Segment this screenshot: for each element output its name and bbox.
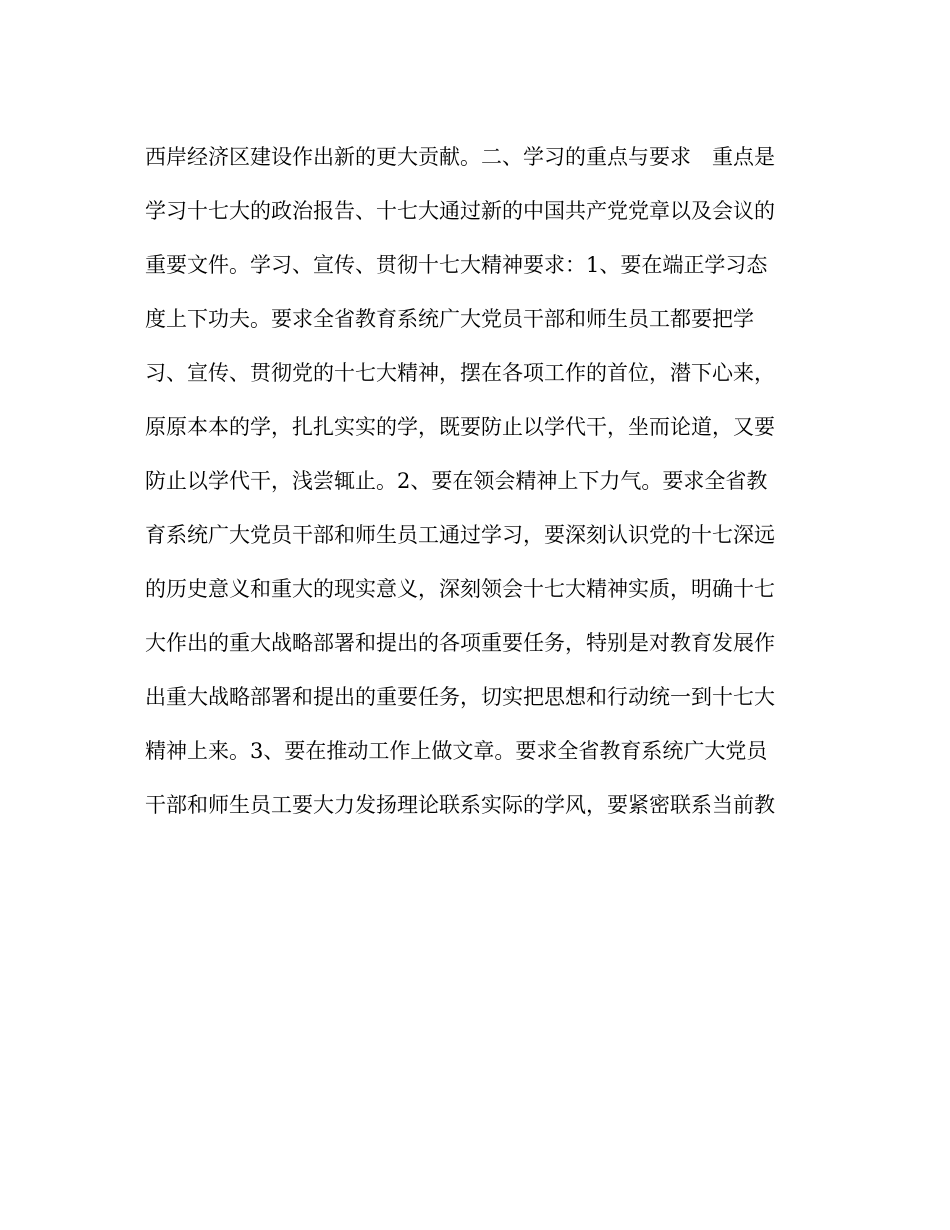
text-line: 度上下功夫。要求全省教育系统广大党员干部和师生员工都要把学 [145, 307, 754, 331]
text-line: 防止以学代干，浅尝辄止。2、要在领会精神上下力气。要求全省教 [145, 469, 768, 493]
text-line: 原原本本的学，扎扎实实的学，既要防止以学代干，坐而论道，又要 [145, 415, 775, 439]
text-line: 的历史意义和重大的现实意义，深刻领会十七大精神实质，明确十七 [145, 577, 775, 601]
text-line: 西岸经济区建设作出新的更大贡献。二、学习的重点与要求 重点是 [145, 145, 775, 169]
text-line: 大作出的重大战略部署和提出的各项重要任务，特别是对教育发展作 [145, 631, 775, 655]
body-text [145, 135, 815, 837]
text-line: 育系统广大党员干部和师生员工通过学习，要深刻认识党的十七深远 [145, 523, 775, 547]
text-line: 精神上来。3、要在推动工作上做文章。要求全省教育系统广大党员 [145, 739, 768, 763]
text-line: 学习十七大的政治报告、十七大通过新的中国共产党党章以及会议的 [145, 199, 775, 223]
text-line: 习、宣传、贯彻党的十七大精神，摆在各项工作的首位，潜下心来， [145, 361, 775, 385]
text-line: 重要文件。学习、宣传、贯彻十七大精神要求：1、要在端正学习态 [145, 253, 768, 277]
text-line: 干部和师生员工要大力发扬理论联系实际的学风，要紧密联系当前教 [145, 793, 775, 817]
text-line: 出重大战略部署和提出的重要任务，切实把思想和行动统一到十七大 [145, 685, 775, 709]
